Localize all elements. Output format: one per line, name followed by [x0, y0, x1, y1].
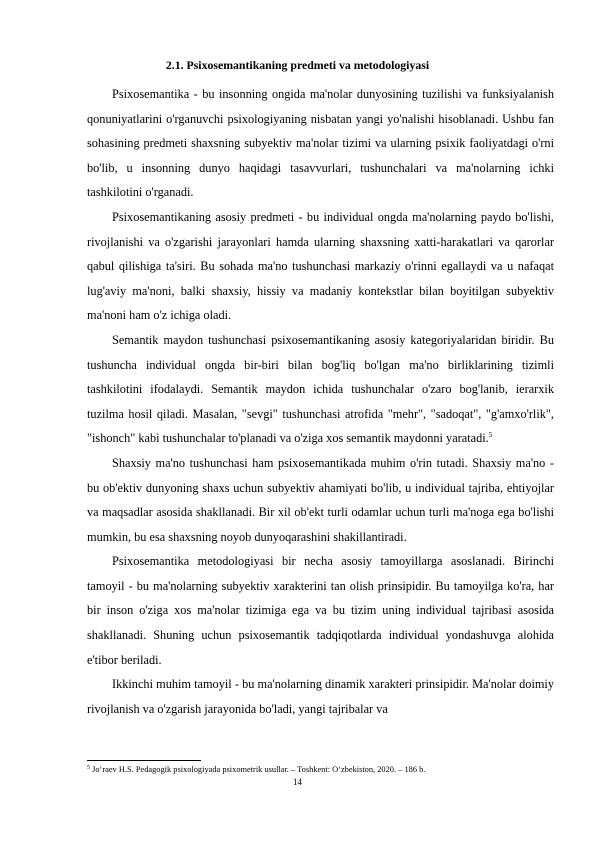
footnote-marker: 5: [87, 765, 90, 771]
footnote-reference[interactable]: 5: [488, 431, 493, 440]
paragraph-5: [87, 549, 554, 672]
footnote-divider: [87, 760, 201, 761]
paragraph-5-text: Psixosemantika metodologiyasi bir necha asosiy tamoyillarga asoslanadi. Birinchi tamoyil - bu ma'nolarning subyektiv xarakterini tan olish prinsipidir. Bu tamoyilga ko'ra, har bir inson o'ziga xos ma'nolar tizimiga ega va bu tizim uning individual tajribasi asosida shakllanadi. Shuning uchun psixosemantik tadqiqotlarda individual yondashuvga alohida e'tibor beriladi.: [87, 554, 554, 667]
paragraph-2: [87, 205, 554, 328]
footnote: [87, 764, 557, 775]
paragraph-4: [87, 451, 554, 549]
paragraph-1-text: Psixosemantika - bu insonning ongida ma'nolar dunyosining tuzilishi va funksiyalanish qonuniyatlarini o'rganuvchi psixologiyaning nisbatan yangi yo'nalishi hisoblanadi. Ushbu fan sohasining predmeti shaxsning subyektiv ma'nolar tizimi va ularning psixik faoliyatdagi o'rni bo'lib, u insonning dunyo haqidagi tasavvurlari, tushunchalari va ma'nolarning ichki tashkilotini o'rganadi.: [87, 87, 554, 200]
paragraph-6-text: Ikkinchi muhim tamoyil - bu ma'nolarning dinamik xarakteri prinsipidir. Ma'nolar doimiy rivojlanish va o'zgarish jarayonida bo'ladi, yangi tajribalar va: [87, 677, 554, 716]
paragraph-2-text: Psixosemantikaning asosiy predmeti - bu individual ongda ma'nolarning paydo bo'lishi, rivojlanishi va o'zgarishi jarayonlari hamda ularning shaxsning xatti-harakatlari va qarorlar qabul qilishiga ta'siri. Bu sohada ma'no tushunchasi markaziy o'rinni egallaydi va u nafaqat lug'aviy ma'noni, balki shaxsiy, hissiy va madaniy kontekstlar bilan boyitilgan subyektiv ma'noni ham o'z ichiga oladi.: [87, 209, 554, 323]
paragraph-4-text: Shaxsiy ma'no tushunchasi ham psixosemantikada muhim o'rin tutadi. Shaxsiy ma'no - bu ob'ektiv dunyoning shaxs uchun subyektiv ahamiyati bo'lib, u individual tajriba, ehtiyojlar va maqsadlar asosida shakllanadi. Bir xil ob'ekt turli odamlar uchun turli ma'noga ega bo'lishi mumkin, bu esa shaxsning noyob dunyoqarashini shakillantiradi.: [87, 455, 554, 544]
paragraph-1: [87, 82, 554, 205]
footnote-text: Jo‘raev H.S. Pedagogik psixologiyada psixometrik usullar. – Toshkent: O‘zbekiston, 2020. – 186 b.: [90, 765, 426, 774]
body-text: [87, 82, 554, 721]
paragraph-3-text: Semantik maydon tushunchasi psixosemantikaning asosiy kategoriyalaridan biridir. Bu tushuncha individual ongda bir-biri bilan bog'liq bo'lgan ma'no birliklarining tizimli tashkilotini ifodalaydi. Semantik maydon ichida tushunchalar o'zaro bog'lanib, ierarxik tuzilma hosil qiladi. Masalan, "sevgi" tushunchasi atrofida "mehr", "sadoqat", "g'amxo'rlik", "ishonch" kabi tushunchalar to'planadi va o'ziga xos semantik maydonni yaratadi.: [87, 332, 554, 446]
paragraph-6: [87, 672, 554, 721]
page-number: 14: [293, 777, 302, 787]
section-title: 2.1. Psixosemantikaning predmeti va metodologiyasi: [165, 58, 430, 72]
paragraph-3: [87, 328, 554, 451]
